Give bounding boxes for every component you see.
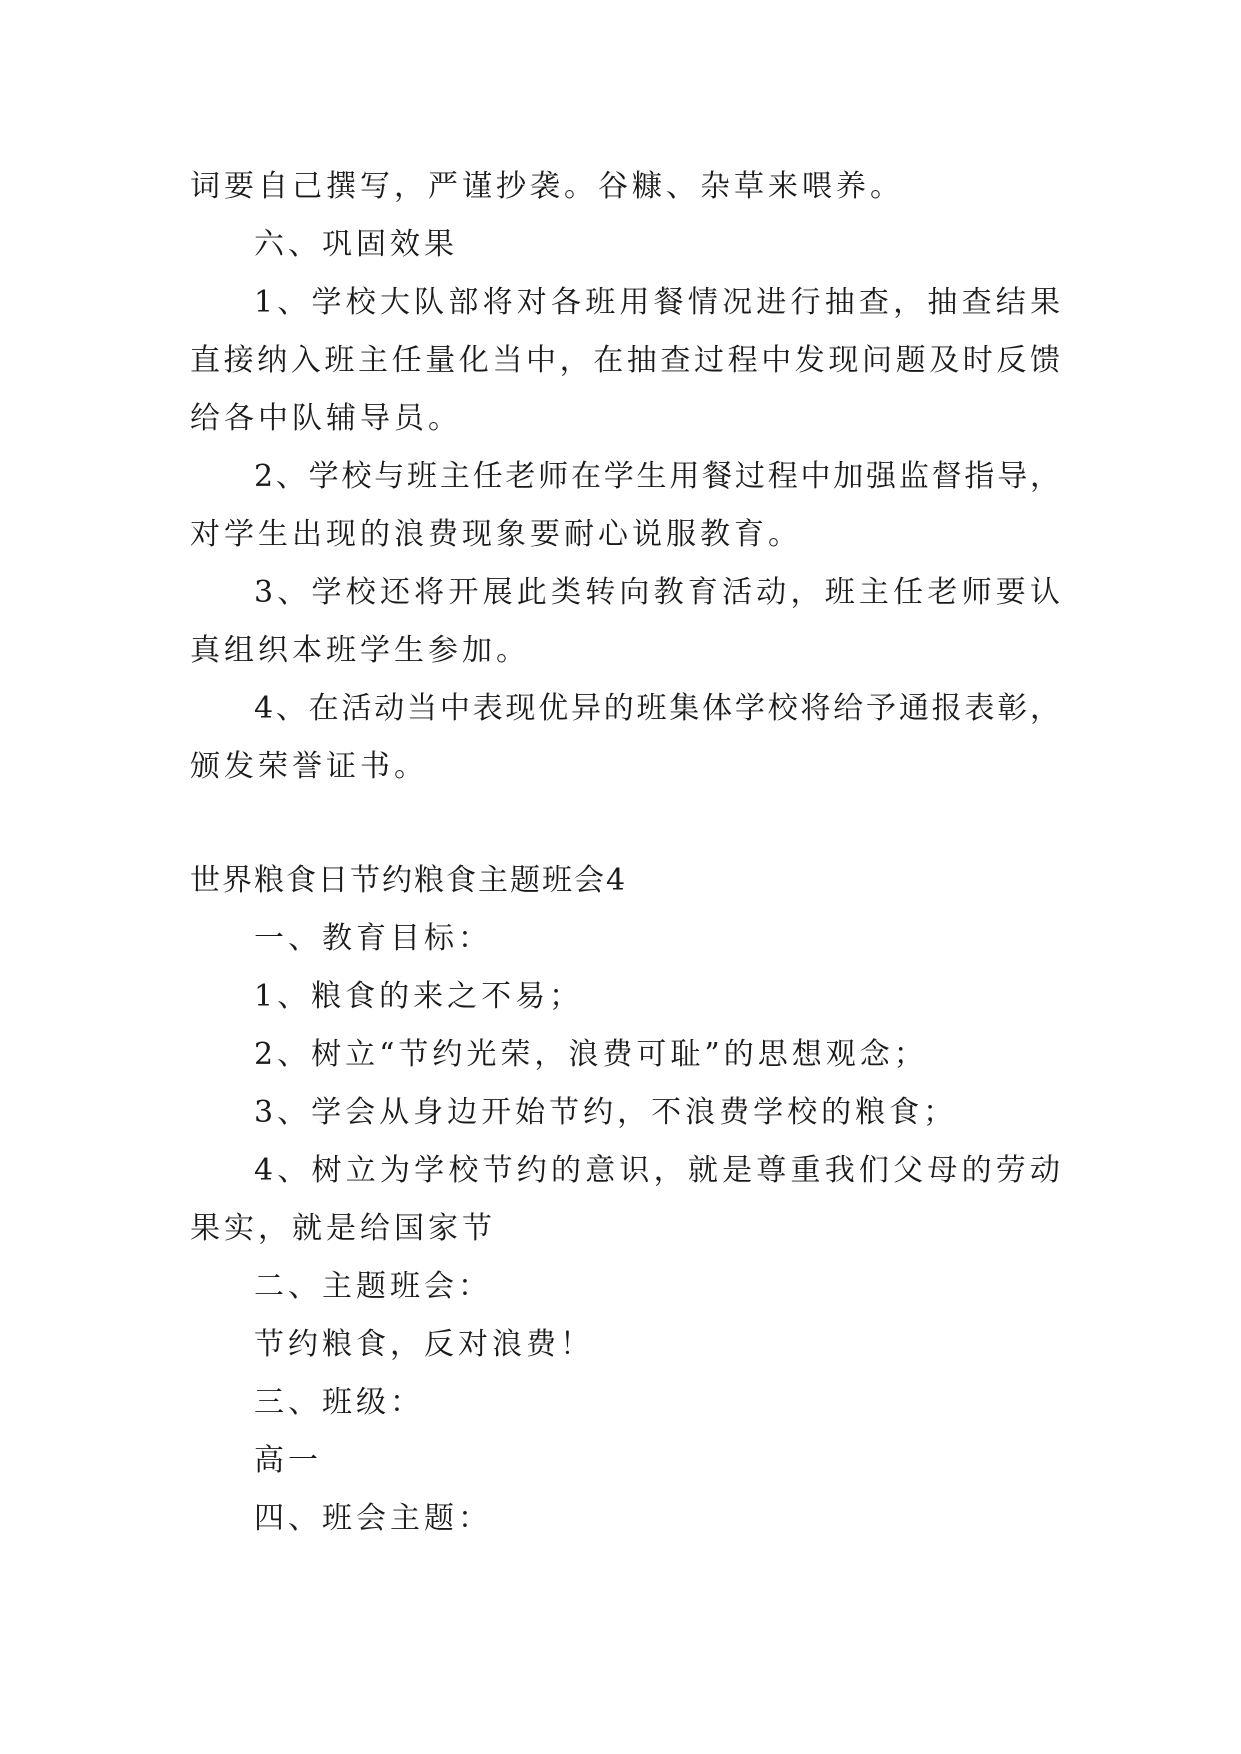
text-line: 颁发荣誉证书。 — [190, 749, 428, 784]
spacer — [190, 796, 1060, 852]
text-line: 2、树立“节约光荣，浪费可耻”的思想观念； — [254, 1037, 928, 1072]
document-body — [190, 158, 1060, 1548]
section-heading: 四、班会主题： — [254, 1501, 492, 1536]
section-heading: 二、主题班会： — [254, 1269, 492, 1304]
text-line: 节约粮食，反对浪费！ — [254, 1327, 594, 1362]
text-line: 4、在活动当中表现优异的班集体学校将给予通报表彰， — [254, 691, 1060, 726]
text-line: 对学生出现的浪费现象要耐心说服教育。 — [190, 517, 802, 552]
text-line: 1、学校大队部将对各班用餐情况进行抽查，抽查结果 — [254, 285, 1060, 320]
text-line: 给各中队辅导员。 — [190, 401, 462, 436]
section-heading: 三、班级： — [254, 1385, 424, 1420]
text-line: 真组织本班学生参加。 — [190, 633, 530, 668]
article-title: 世界粮食日节约粮食主题班会4 — [190, 863, 628, 898]
text-line: 词要自己撰写，严谨抄袭。谷糠、杂草来喂养。 — [190, 169, 904, 204]
text-line: 3、学会从身边开始节约，不浪费学校的粮食； — [254, 1095, 958, 1130]
section-heading: 一、教育目标： — [254, 921, 492, 956]
text-line: 3、学校还将开展此类转向教育活动，班主任老师要认 — [254, 575, 1060, 610]
text-line: 1、粮食的来之不易； — [254, 979, 584, 1014]
text-line: 4、树立为学校节约的意识，就是尊重我们父母的劳动 — [254, 1153, 1060, 1188]
text-line: 果实，就是给国家节 — [190, 1211, 496, 1246]
text-line: 2、学校与班主任老师在学生用餐过程中加强监督指导， — [254, 459, 1060, 494]
section-heading: 六、巩固效果 — [254, 227, 458, 262]
text-line: 直接纳入班主任量化当中，在抽查过程中发现问题及时反馈 — [190, 343, 1060, 378]
text-line: 高一 — [254, 1443, 322, 1478]
